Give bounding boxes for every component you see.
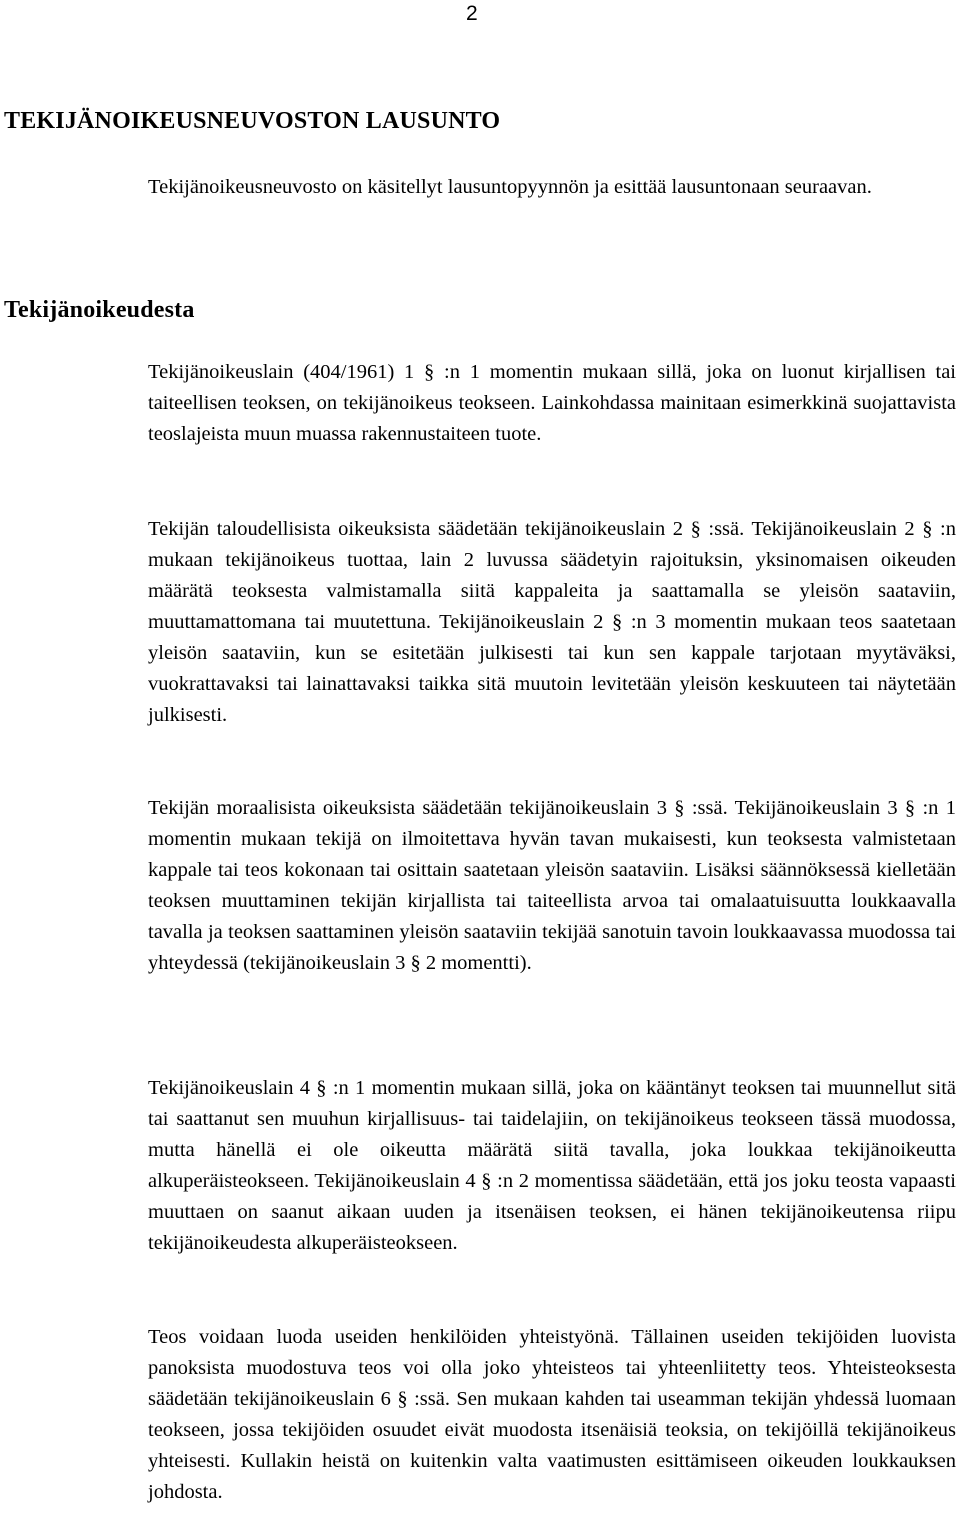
body-paragraph: Tekijän taloudellisista oikeuksista säädetään tekijänoikeuslain 2 § :ssä. Tekijänoikeuslain 2 § :n mukaan tekijänoikeus tuottaa, lain 2 luvussa säädetyin rajoituksin, yksinomaisen oikeuden määrätä teoksesta valmistamalla siitä kappaleita ja saattamalla se yleisön saataviin, muuttamattomana tai muutettuna. Tekijänoikeuslain 2 § :n 3 momentin mukaan teos saatetaan yleisön saataviin, kun se esitetään julkisesti tai kun sen kappale tarjotaan myytäväksi, vuokrattavaksi tai lainattavaksi taikka sitä muutoin levitetään yleisön keskuuteen tai näytetään julkisesti. bbox=[148, 518, 956, 726]
body-paragraph: Tekijänoikeuslain (404/1961) 1 § :n 1 momentin mukaan sillä, joka on luonut kirjallisen tai taiteellisen teoksen, on tekijänoikeus teokseen. Lainkohdassa mainitaan esimerkkinä suojattavista teoslajeista muun muassa rakennustaiteen tuote. bbox=[148, 361, 956, 445]
page-number: 2 bbox=[466, 2, 478, 25]
body-paragraph: Teos voidaan luoda useiden henkilöiden yhteistyönä. Tällainen useiden tekijöiden luovista panoksista muodostuva teos voi olla joko yhteisteos tai yhteenliitetty teos. Yhteisteoksesta säädetään tekijänoikeuslain 6 § :ssä. Sen mukaan kahden tai useamman tekijän yhdessä luomaan teokseen, jossa tekijöiden osuudet eivät muodosta itsenäisiä teoksia, on tekijöillä tekijänoikeus yhteisesti. Kullakin heistä on kuitenkin valta vaatimusten esittämiseen oikeuden loukkauksen johdosta. bbox=[148, 1326, 956, 1503]
body-paragraph: Tekijänoikeuslain 4 § :n 1 momentin mukaan sillä, joka on kääntänyt teoksen tai muunnellut sitä tai saattanut sen muuhun kirjallisuus- tai taidelajiin, on tekijänoikeus teokseen tässä muodossa, mutta hänellä ei ole oikeutta määrätä siitä tavalla, joka loukkaa tekijänoikeutta alkuperäisteokseen. Tekijänoikeuslain 4 § :n 2 momentissa säädetään, että jos joku teosta vapaasti muuttaen on saanut aikaan uuden ja itsenäisen teoksen, ei hänen tekijänoikeutensa riipu tekijänoikeudesta alkuperäisteokseen. bbox=[148, 1077, 956, 1254]
body-paragraph: Tekijän moraalisista oikeuksista säädetään tekijänoikeuslain 3 § :ssä. Tekijänoikeuslain 3 § :n 1 momentin mukaan tekijä on ilmoitettava hyvän tavan mukaisesti, kun teoksesta valmistetaan kappale tai teos kokonaan tai osittain saatetaan yleisön saataviin. Lisäksi säännöksessä kielletään teoksen muuttaminen tekijän kirjallista tai taiteellista arvoa tai omalaatuisuutta loukkaavalla tavalla ja teoksen saattaminen yleisön saataviin tekijää sanotuin tavoin loukkaavassa muodossa tai yhteydessä (tekijänoikeuslain 3 § 2 momentti). bbox=[148, 797, 956, 974]
intro-paragraph: Tekijänoikeusneuvosto on käsitellyt lausuntopyynnön ja esittää lausuntonaan seuraavan. bbox=[148, 176, 872, 198]
page-title: TEKIJÄNOIKEUSNEUVOSTON LAUSUNTO bbox=[4, 108, 501, 134]
section-heading: Tekijänoikeudesta bbox=[4, 297, 195, 323]
